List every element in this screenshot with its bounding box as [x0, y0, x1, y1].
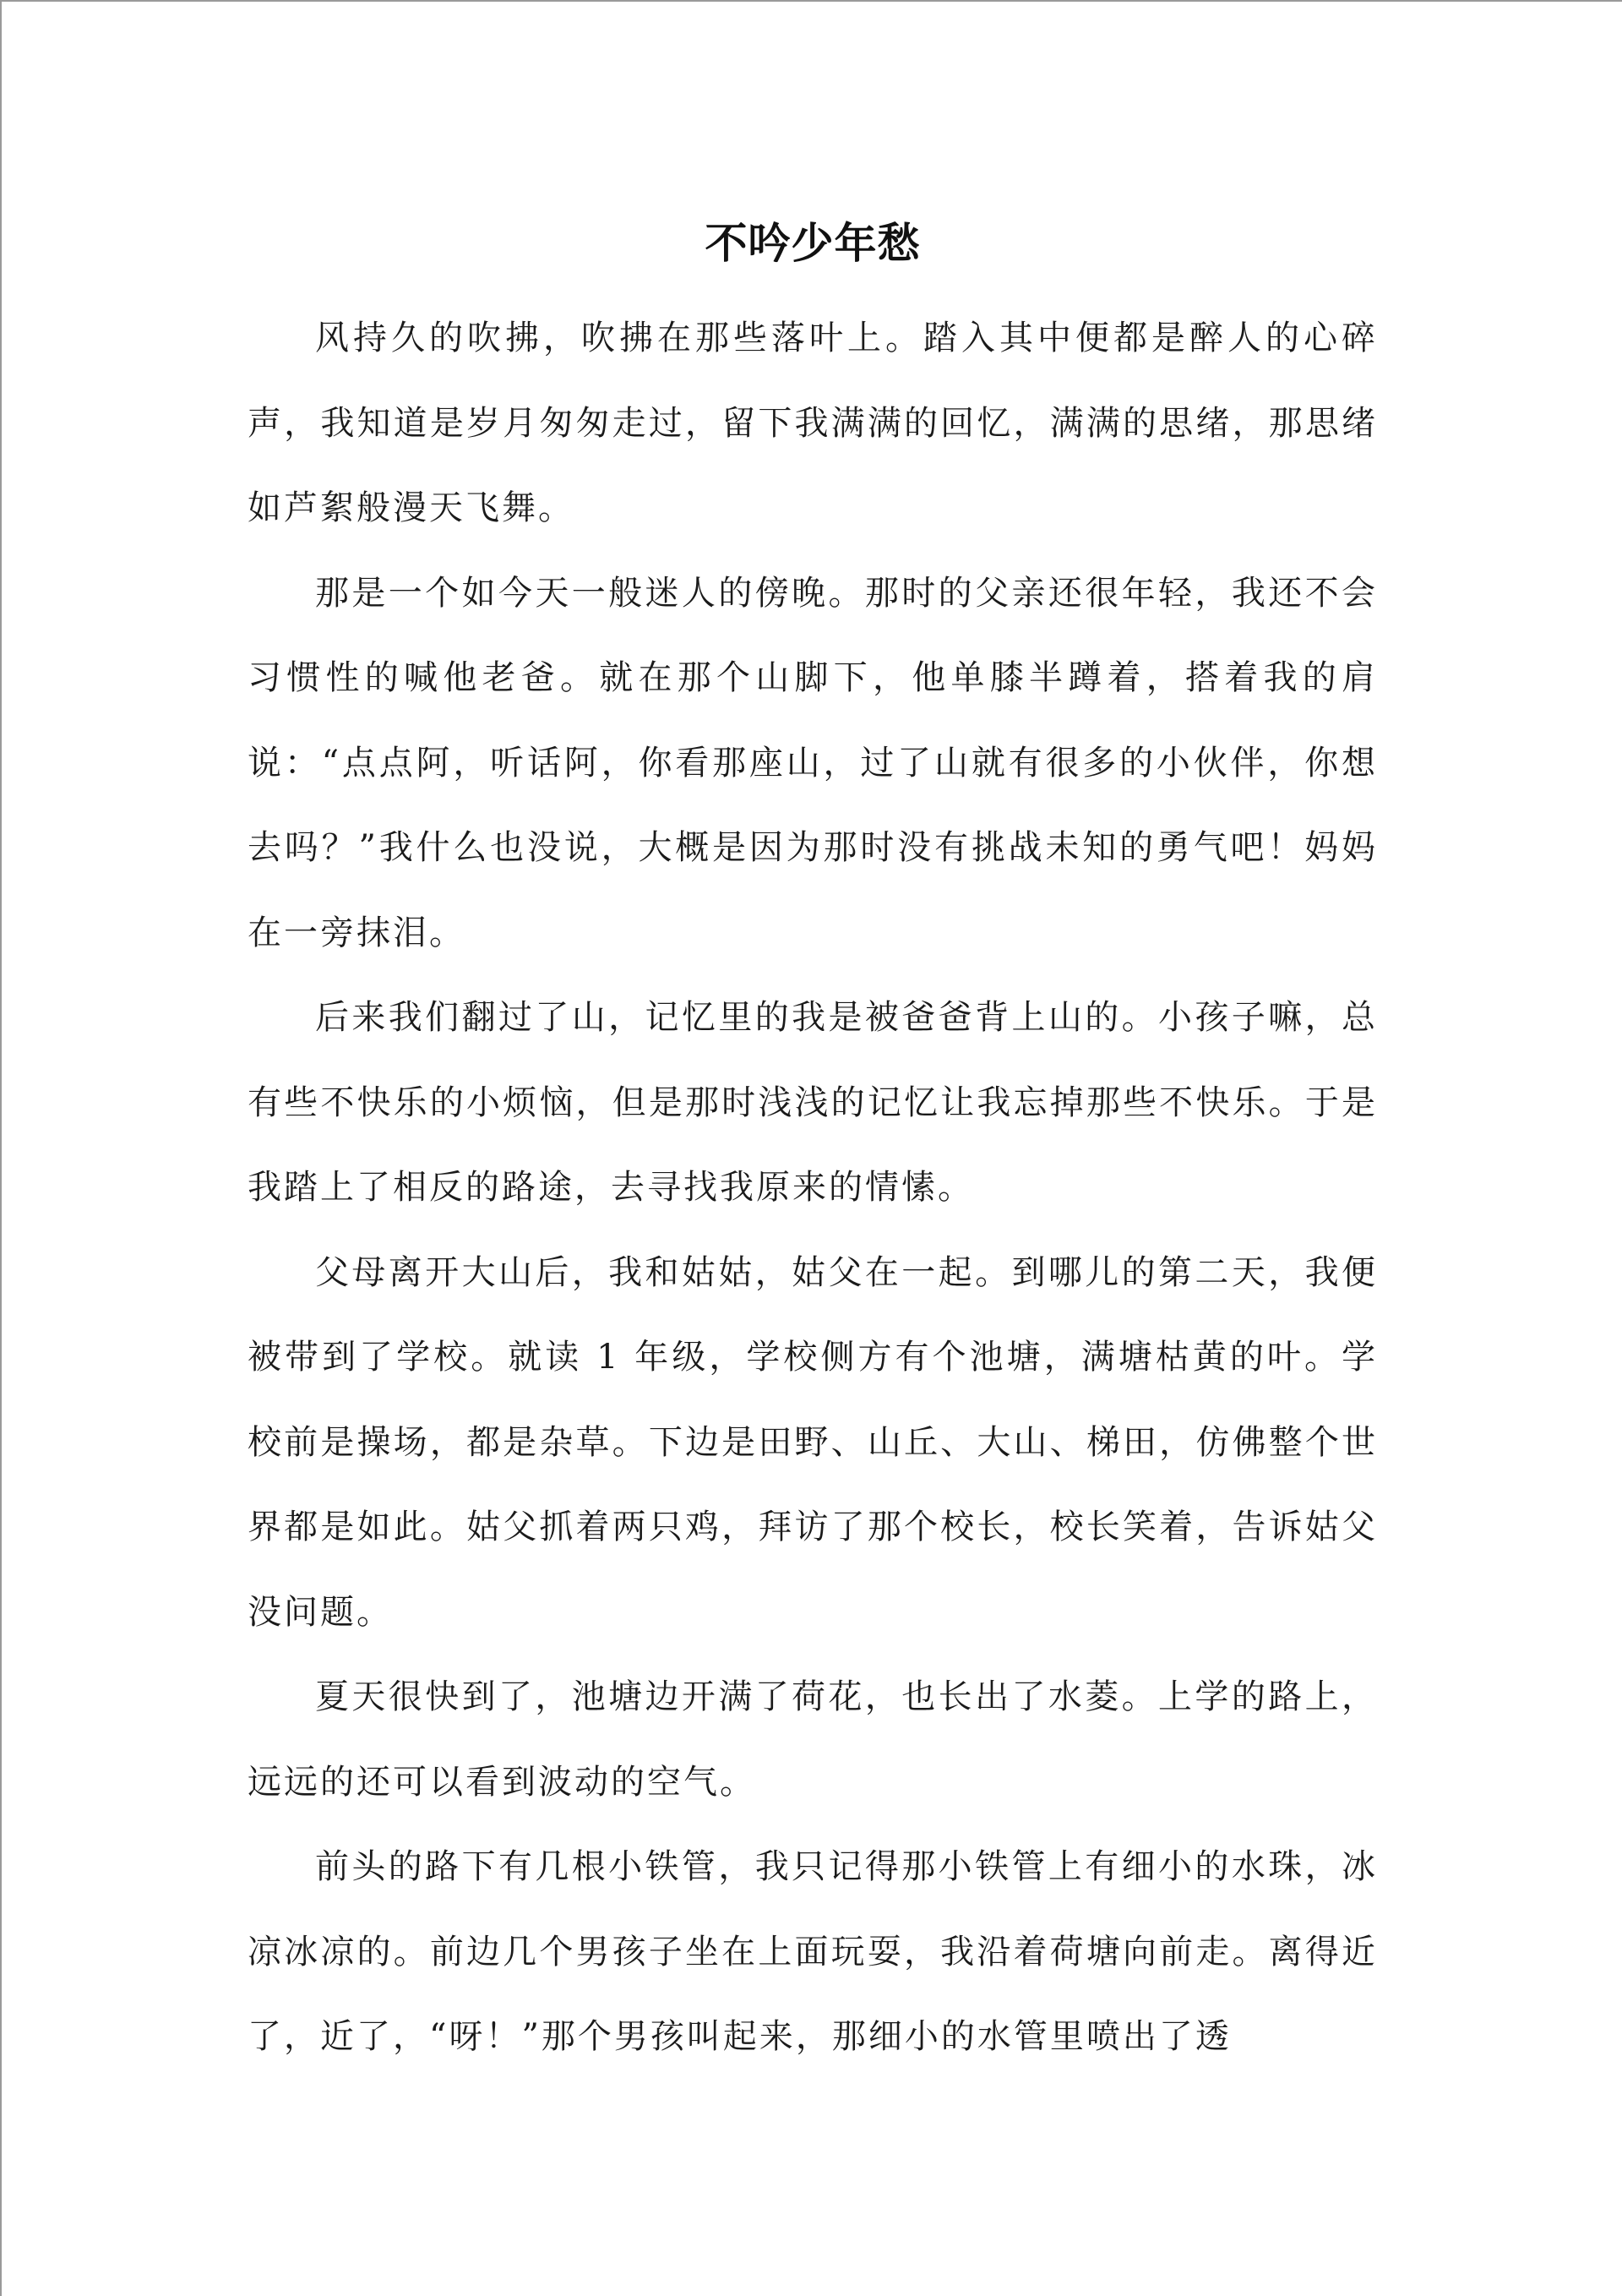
- paragraph-2: 那是一个如今天一般迷人的傍晚。那时的父亲还很年轻，我还不会习惯性的喊他老爸。就在那个山脚下，他单膝半蹲着，搭着我的肩说：“点点阿，听话阿，你看那座山，过了山就有很多的小伙伴，你想去吗？”我什么也没说，大概是因为那时没有挑战未知的勇气吧！妈妈在一旁抹泪。: [248, 573, 1378, 952]
- essay-title: 不吟少年愁: [705, 219, 921, 268]
- paragraph-4: 父母离开大山后，我和姑姑，姑父在一起。到哪儿的第二天，我便被带到了学校。就读 1 年级，学校侧方有个池塘，满塘枯黄的叶。学校前是操场，都是杂草。下边是田野、山丘、大山、梯田，仿佛整个世界都是如此。姑父抓着两只鸡，拜访了那个校长，校长笑着，告诉姑父没问题。: [248, 1252, 1378, 1632]
- paragraph-1: 风持久的吹拂，吹拂在那些落叶上。踏入其中便都是醉人的心碎声，我知道是岁月匆匆走过，留下我满满的回忆，满满的思绪，那思绪如芦絮般漫天飞舞。: [248, 319, 1378, 527]
- document-body: [248, 211, 1378, 2080]
- paragraph-5: 夏天很快到了，池塘边开满了荷花，也长出了水菱。上学的路上，远远的还可以看到波动的空气。: [248, 1677, 1378, 1802]
- paragraph-6: 前头的路下有几根小铁管，我只记得那小铁管上有细小的水珠，冰凉冰凉的。前边几个男孩子坐在上面玩耍，我沿着荷塘向前走。离得近了，近了，“呀！”那个男孩叫起来，那细小的水管里喷出了透: [248, 1847, 1378, 2056]
- paragraph-3: 后来我们翻过了山，记忆里的我是被爸爸背上山的。小孩子嘛，总有些不快乐的小烦恼，但是那时浅浅的记忆让我忘掉那些不快乐。于是我踏上了相反的路途，去寻找我原来的情愫。: [248, 998, 1378, 1207]
